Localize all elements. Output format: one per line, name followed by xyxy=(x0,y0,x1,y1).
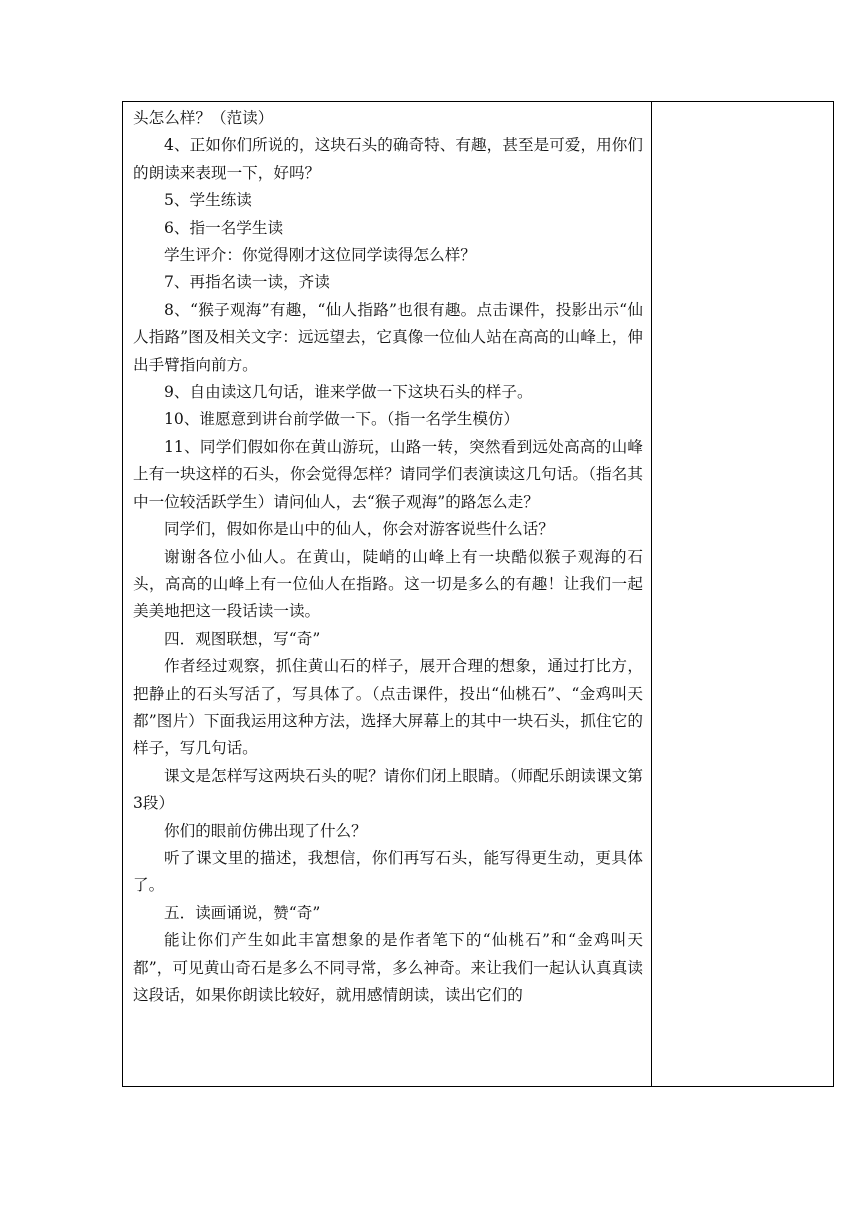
section-heading: 五．读画诵说，赞“奇” xyxy=(164,903,321,922)
paragraph: 4、正如你们所说的，这块石头的确奇特、有趣，甚至是可爱，用你们的朗读来表现一下，好吗？ xyxy=(133,136,643,182)
paragraph: 听了课文里的描述，我想信，你们再写石头，能写得更生动，更具体了。 xyxy=(133,848,643,895)
lesson-content-cell xyxy=(123,102,652,1087)
paragraph: 头怎么样？（范读） xyxy=(133,109,274,127)
lesson-plan-table xyxy=(122,101,834,1087)
paragraph: 5、学生练读 xyxy=(164,191,252,210)
paragraph: 6、指一名学生读 xyxy=(164,218,284,237)
paragraph: 谢谢各位小仙人。在黄山，陡峭的山峰上有一块酷似猴子观海的石头，高高的山峰上有一位仙人在指路。这一切是多么的有趣！让我们一起美美地把这一段话读一读。 xyxy=(133,547,643,621)
paragraph: 7、再指名读一读，齐读 xyxy=(164,273,330,292)
paragraph: 课文是怎样写这两块石头的呢？请你们闭上眼睛。（师配乐朗读课文第3段） xyxy=(133,766,643,813)
paragraph: 能让你们产生如此丰富想象的是作者笔下的“仙桃石”和“金鸡叫天都”，可见黄山奇石是多么不同寻常，多么神奇。来让我们一起认认真真读这段话，如果你朗读比较好，就用感情朗读，读出它们的 xyxy=(133,931,643,1004)
table-row xyxy=(123,102,834,1087)
paragraph: 8、“猴子观海”有趣，“仙人指路”也很有趣。点击课件，投影出示“仙人指路”图及相关文字：远远望去，它真像一位仙人站在高高的山峰上，伸出手臂指向前方。 xyxy=(133,300,643,374)
paragraph: 同学们，假如你是山中的仙人，你会对游客说些什么话？ xyxy=(164,520,554,539)
section-heading: 四．观图联想，写“奇” xyxy=(164,629,321,648)
notes-cell xyxy=(652,102,834,1087)
paragraph: 作者经过观察，抓住黄山石的样子，展开合理的想象，通过打比方，把静止的石头写活了，写具体了。（点击课件，投出“仙桃石”、“金鸡叫天都”图片）下面我运用这种方法，选择大屏幕上的其中一块石头，抓住它的样子，写几句话。 xyxy=(133,657,643,758)
paragraph: 你们的眼前仿佛出现了什么？ xyxy=(164,821,367,840)
paragraph: 11、同学们假如你在黄山游玩，山路一转，突然看到远处高高的山峰上有一块这样的石头，你会觉得怎样？请同学们表演读这几句话。（指名其中一位较活跃学生）请问仙人，去“猴子观海”的路怎么走？ xyxy=(133,437,643,511)
paragraph: 9、自由读这几句话，谁来学做一下这块石头的样子。 xyxy=(164,383,533,402)
paragraph: 10、谁愿意到讲台前学做一下。（指一名学生模仿） xyxy=(164,410,520,429)
lesson-content xyxy=(123,102,651,1009)
paragraph: 学生评介：你觉得刚才这位同学读得怎么样？ xyxy=(164,246,476,265)
